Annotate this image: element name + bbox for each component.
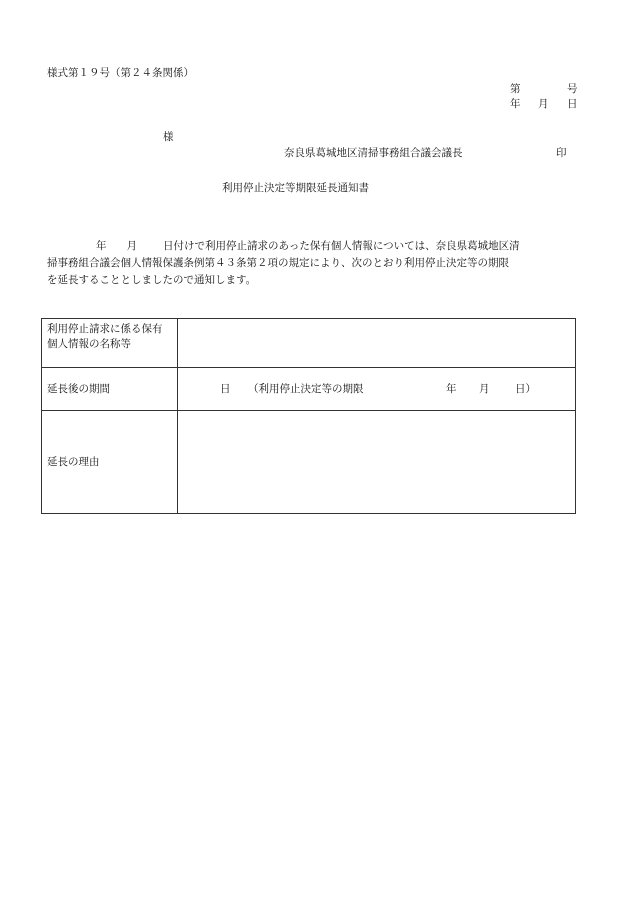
extension-reason-value-field[interactable] <box>178 411 576 514</box>
period-day-close-mark: 日） <box>515 382 536 395</box>
notice-body <box>47 238 587 289</box>
period-year-mark: 年 <box>446 382 457 395</box>
date-month-label: 月 <box>538 98 549 110</box>
extended-period-label: 延長後の期間 <box>42 368 178 411</box>
body-line-1-text: 日付けで利用停止請求のあった保有個人情報については、奈良県葛城地区清 <box>163 240 520 252</box>
table-row-extension-reason <box>42 411 576 514</box>
date-year-label: 年 <box>510 98 521 110</box>
body-month-mark: 月 <box>126 240 137 252</box>
body-line-2: 掃事務組合議会個人情報保護条例第４３条第２項の規定により、次のとおり利用停止決定等の期限 <box>47 257 509 269</box>
body-year-mark: 年 <box>96 240 107 252</box>
table-row-extended-period <box>42 368 576 411</box>
sender-name: 奈良県葛城地区清掃事務組合議会議長 <box>284 147 463 159</box>
form-number: 様式第１９号（第２４条関係） <box>47 67 194 79</box>
body-line-1 <box>47 238 587 255</box>
info-table <box>41 318 576 514</box>
seal-mark: 印 <box>556 147 567 159</box>
extension-reason-label: 延長の理由 <box>42 411 178 514</box>
date-day-label: 日 <box>567 98 578 110</box>
notice-title: 利用停止決定等期限延長通知書 <box>222 182 369 194</box>
extended-period-value-field[interactable] <box>178 368 576 411</box>
info-name-value-field[interactable] <box>178 319 576 368</box>
body-line-3: を延長することとしましたので通知します。 <box>47 274 257 286</box>
document-number-suffix: 号 <box>567 83 578 95</box>
info-name-label: 利用停止請求に係る保有個人情報の名称等 <box>42 319 178 368</box>
period-deadline-text: （利用停止決定等の期限 <box>248 382 364 395</box>
period-month-mark: 月 <box>479 382 490 395</box>
period-day-mark: 日 <box>220 382 231 395</box>
addressee-honorific: 様 <box>163 131 174 143</box>
table-row-information-name <box>42 319 576 368</box>
document-number-prefix: 第 <box>510 83 521 95</box>
